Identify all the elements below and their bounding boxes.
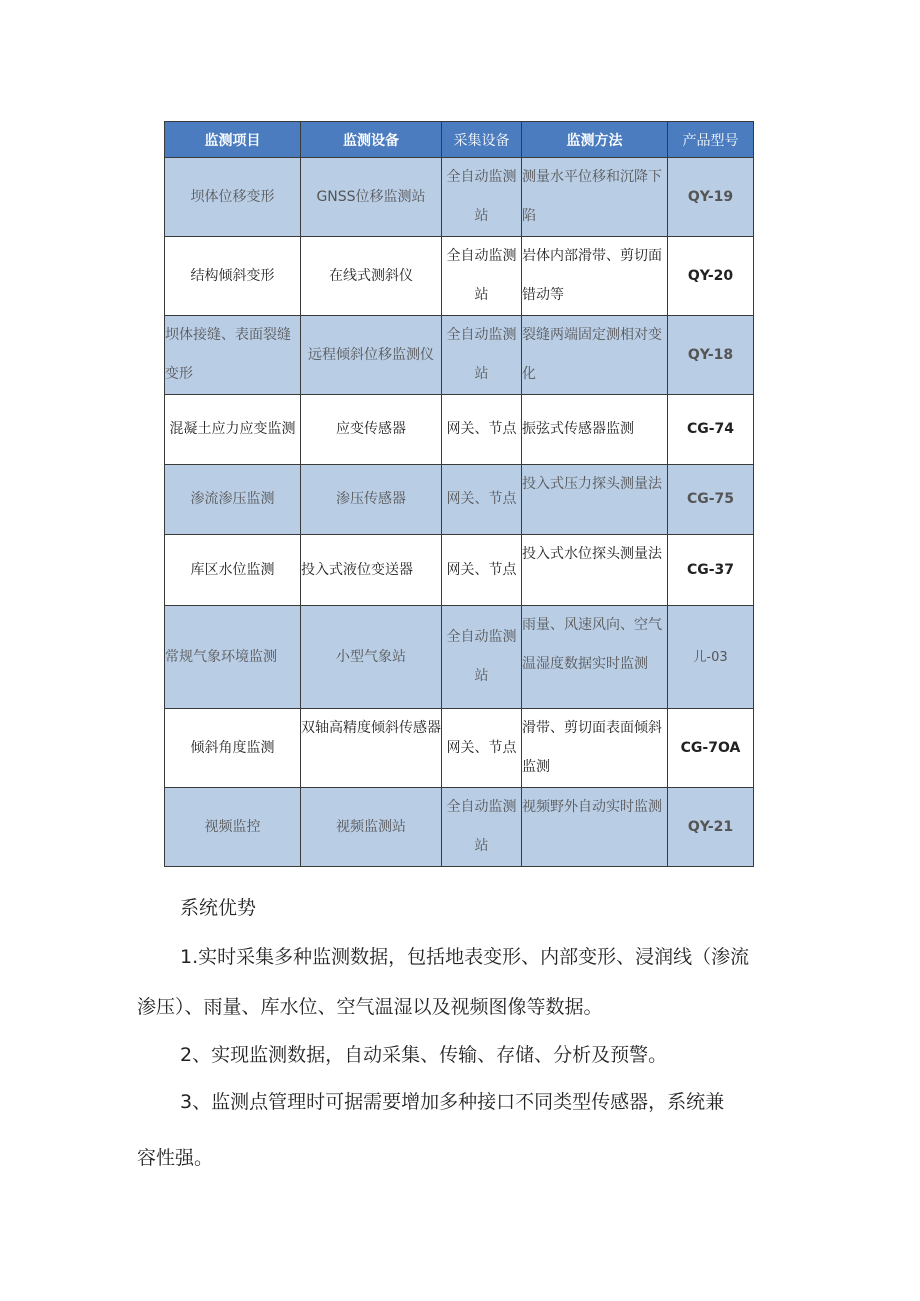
cell-item: 常规气象环境监测 [165,606,301,709]
table-row [165,316,754,395]
cell-device: GNSS位移监测站 [301,158,442,237]
paragraph-3-line-2: 容性强。 [137,1147,214,1169]
cell-model: 儿-03 [668,606,754,709]
cell-device: 在线式测斜仪 [301,237,442,316]
cell-collector: 全自动监测站 [442,237,522,316]
paragraph-3-line-1: 3、监测点管理时可据需要增加多种接口不同类型传感器，系统兼 [180,1091,725,1113]
paragraph-2: 2、实现监测数据，自动采集、传输、存储、分析及预警。 [180,1044,668,1066]
cell-collector: 网关、节点 [442,535,522,606]
cell-collector: 网关、节点 [442,465,522,535]
cell-item: 倾斜角度监测 [165,709,301,788]
cell-item: 视频监控 [165,788,301,867]
header-model: 产品型号 [668,122,754,158]
cell-collector: 全自动监测站 [442,316,522,395]
cell-model: CG-37 [668,535,754,606]
cell-item: 混凝土应力应变监测 [165,395,301,465]
table-row [165,535,754,606]
cell-model: CG-74 [668,395,754,465]
cell-method: 岩体内部滑带、剪切面错动等 [522,237,668,316]
cell-method: 投入式水位探头测量法 [522,535,668,606]
cell-collector: 网关、节点 [442,395,522,465]
table-row [165,788,754,867]
cell-device: 双轴高精度倾斜传感器 [301,709,442,788]
advantages-section [137,893,797,1193]
cell-model: QY-18 [668,316,754,395]
table-row [165,606,754,709]
cell-collector: 网关、节点 [442,709,522,788]
cell-device: 远程倾斜位移监测仪 [301,316,442,395]
cell-device: 小型气象站 [301,606,442,709]
cell-device: 渗压传感器 [301,465,442,535]
paragraph-1-line-1: 1.实时采集多种监测数据，包括地表变形、内部变形、浸润线（渗流 [180,946,750,968]
table-row [165,395,754,465]
table-header-row [165,122,754,158]
cell-method: 投入式压力探头测量法 [522,465,668,535]
monitoring-spec-table [164,121,754,867]
header-device: 监测设备 [301,122,442,158]
cell-model: CG-7OA [668,709,754,788]
cell-item: 坝体位移变形 [165,158,301,237]
cell-model: CG-75 [668,465,754,535]
table-row [165,237,754,316]
header-collector: 采集设备 [442,122,522,158]
method-text: 雨量、风速风向、空气温湿度数据实时监测 [522,617,662,672]
cell-collector: 全自动监测站 [442,788,522,867]
cell-method: 滑带、剪切面表面倾斜监测 [522,709,668,788]
cell-device: 视频监测站 [301,788,442,867]
cell-method [522,606,668,709]
cell-device: 应变传感器 [301,395,442,465]
cell-collector: 全自动监测站 [442,158,522,237]
cell-method: 裂缝两端固定测相对变化 [522,316,668,395]
cell-item: 坝体接缝、表面裂缝变形 [165,316,301,395]
cell-device: 投入式液位变送器 [301,535,442,606]
header-item: 监测项目 [165,122,301,158]
section-heading: 系统优势 [180,897,257,919]
cell-method: 振弦式传感器监测 [522,395,668,465]
cell-model: QY-20 [668,237,754,316]
table-row [165,158,754,237]
cell-model: QY-19 [668,158,754,237]
cell-model: QY-21 [668,788,754,867]
cell-method: 视频野外自动实时监测 [522,788,668,867]
cell-method: 测量水平位移和沉降下陷 [522,158,668,237]
cell-item: 库区水位监测 [165,535,301,606]
cell-collector: 全自动监测站 [442,606,522,709]
table-row [165,709,754,788]
paragraph-1-line-2: 渗压）、雨量、库水位、空气温湿以及视频图像等数据。 [137,996,603,1018]
table-row [165,465,754,535]
cell-item: 渗流渗压监测 [165,465,301,535]
cell-item: 结构倾斜变形 [165,237,301,316]
header-method: 监测方法 [522,122,668,158]
